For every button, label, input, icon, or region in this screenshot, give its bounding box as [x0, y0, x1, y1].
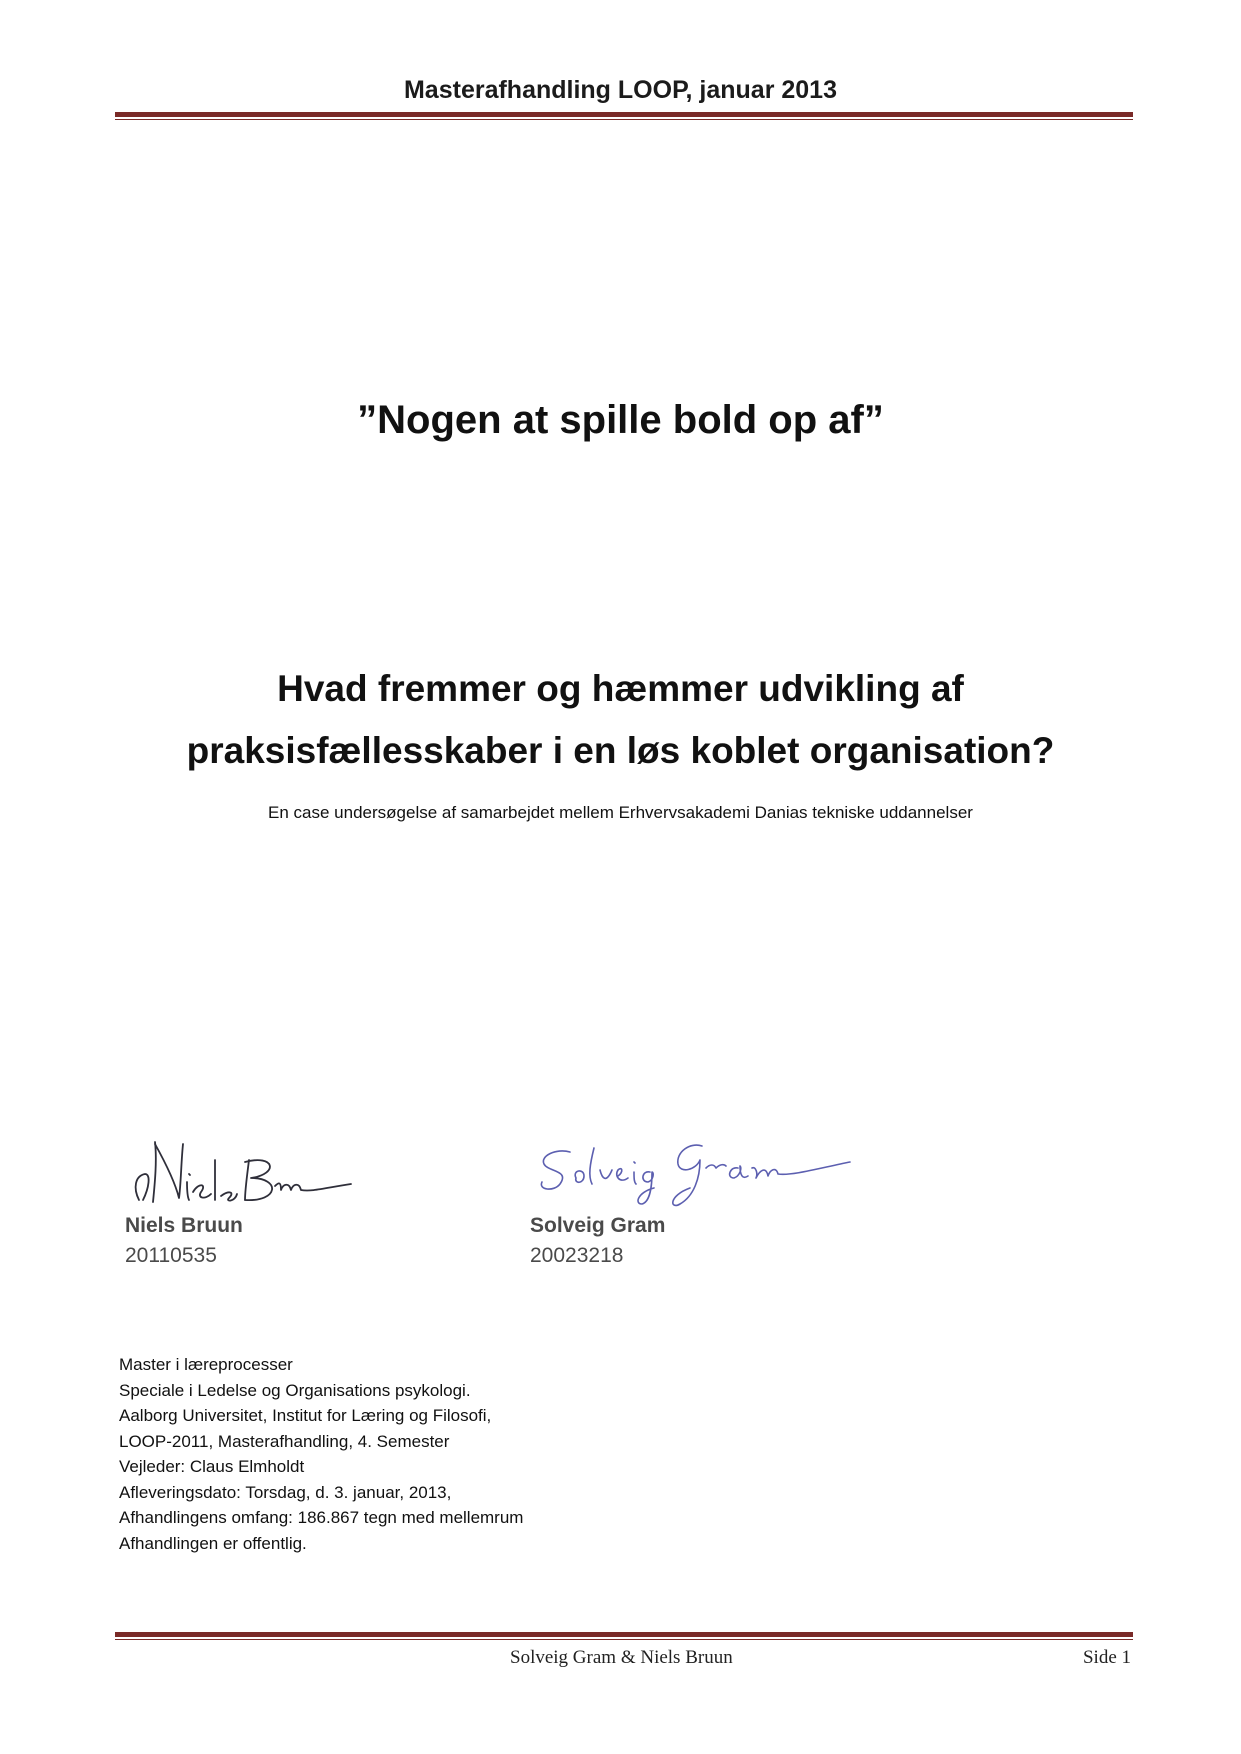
signature-block-niels: [125, 1130, 355, 1268]
subtitle: [0, 658, 1241, 782]
handwritten-signature-niels: [125, 1130, 355, 1212]
detail-line: Aalborg Universitet, Institut for Læring og Filosofi,: [119, 1406, 492, 1425]
footer-authors: Solveig Gram & Niels Bruun: [510, 1647, 733, 1668]
footer-rule: [115, 1632, 1133, 1640]
detail-line: Master i læreprocesser: [119, 1355, 293, 1374]
detail-line: Speciale i Ledelse og Organisations psykologi.: [119, 1380, 471, 1400]
footer-page-number: Side 1: [1082, 1647, 1131, 1668]
detail-line: Afhandlingens omfang: 186.867 tegn med mellemrum: [119, 1508, 524, 1527]
thesis-details: [119, 1352, 523, 1556]
detail-line: Vejleder: Claus Elmholdt: [119, 1457, 305, 1476]
signature-name: Niels Bruun: [125, 1214, 243, 1237]
signature-name: Solveig Gram: [530, 1214, 666, 1237]
subtitle-line: Hvad fremmer og hæmmer udvikling af: [277, 668, 964, 709]
signature-block-solveig: [530, 1130, 860, 1268]
subtitle-line: praksisfællesskaber i en løs koblet organisation?: [186, 730, 1055, 771]
handwritten-signature-solveig: [530, 1130, 860, 1212]
tagline: En case undersøgelse af samarbejdet mellem Erhvervsakademi Danias tekniske uddannelser: [268, 803, 973, 822]
signature-student-id: 20023218: [530, 1244, 624, 1267]
page-header-title: Masterafhandling LOOP, januar 2013: [403, 76, 837, 104]
detail-line: Afleveringsdato: Torsdag, d. 3. januar, 2013,: [119, 1482, 452, 1502]
header-rule: [115, 112, 1133, 120]
detail-line: LOOP-2011, Masterafhandling, 4. Semester: [119, 1431, 450, 1451]
main-title: ”Nogen at spille bold op af”: [357, 398, 884, 442]
detail-line: Afhandlingen er offentlig.: [119, 1533, 307, 1553]
signature-student-id: 20110535: [125, 1244, 217, 1267]
